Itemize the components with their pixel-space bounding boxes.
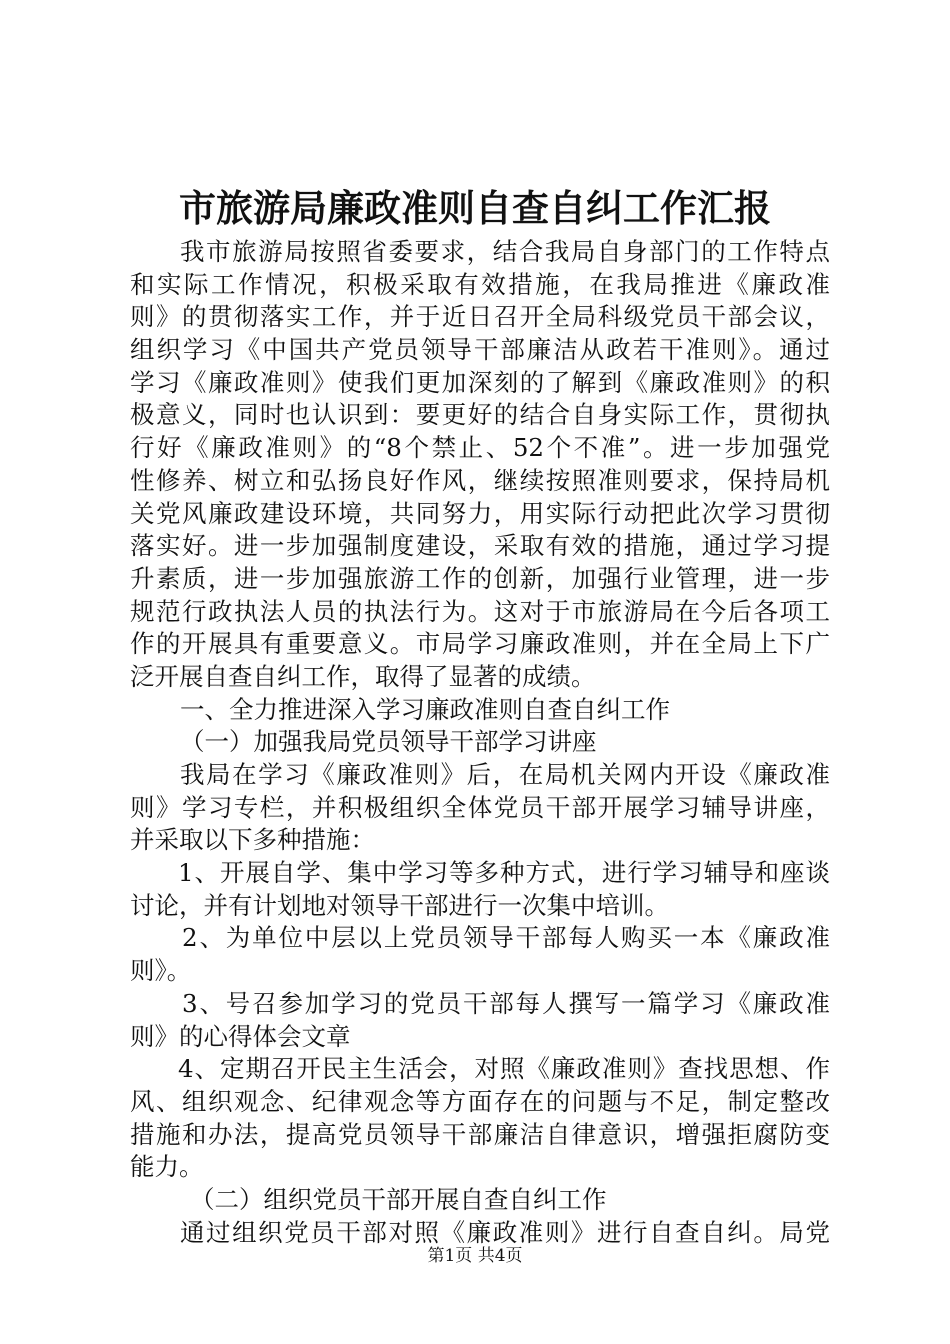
list-item-line: 讨论，并有计划地对领导干部进行一次集中培训。 [130,890,669,920]
list-item-line: 2、为单位中层以上党员领导干部每人购买一本《廉政准 [182,923,830,953]
paragraph-line: 和实际工作情况，积极采取有效措施，在我局推进《廉政准 [130,269,830,299]
paragraph-line: 行好《廉政准则》的“8个禁止、52个不准”。进一步加强党 [130,433,830,463]
list-item-line: 4、定期召开民主生活会，对照《廉政准则》查找思想、作 [178,1054,830,1084]
paragraph-line: 并采取以下多种措施： [130,825,375,855]
paragraph-line: 升素质，进一步加强旅游工作的创新，加强行业管理，进一步 [130,563,830,593]
paragraph-line: 作的开展具有重要意义。市局学习廉政准则，并在全局上下广 [130,629,830,659]
document-title: 市旅游局廉政准则自查自纠工作汇报 [179,186,771,230]
paragraph-line: 我市旅游局按照省委要求，结合我局自身部门的工作特点 [180,237,830,266]
paragraph-line: 落实好。进一步加强制度建设，采取有效的措施，通过学习提 [130,531,830,561]
list-item-line: 3、号召参加学习的党员干部每人撰写一篇学习《廉政准 [182,988,830,1018]
paragraph-line: 组织学习《中国共产党员领导干部廉洁从政若干准则》。通过 [130,335,830,365]
list-item-line: 措施和办法，提高党员领导干部廉洁自律意识，增强拒腐防变 [130,1119,830,1149]
subsection-heading: （一）加强我局党员领导干部学习讲座 [180,727,597,757]
page-footer: 第1页 共4页 [427,1246,523,1266]
section-heading: 一、全力推进深入学习廉政准则自查自纠工作 [180,694,670,724]
list-item-line: 则》的心得体会文章 [130,1021,351,1051]
list-item-line: 风、组织观念、纪律观念等方面存在的问题与不足，制定整改 [130,1086,830,1116]
paragraph-line: 极意义，同时也认识到：要更好的结合自身实际工作，贯彻执 [130,400,830,430]
document-body [130,236,830,1249]
paragraph-line: 学习《廉政准则》使我们更加深刻的了解到《廉政准则》的积 [130,367,830,397]
list-item-line: 能力。 [130,1152,204,1182]
paragraph-line: 我局在学习《廉政准则》后，在局机关网内开设《廉政准 [180,760,830,789]
paragraph-line: 泛开展自查自纠工作，取得了显著的成绩。 [130,661,596,691]
paragraph-line: 性修养、树立和弘扬良好作风，继续按照准则要求，保持局机 [130,465,830,495]
paragraph-line: 关党风廉政建设环境，共同努力，用实际行动把此次学习贯彻 [130,498,830,528]
paragraph-line: 规范行政执法人员的执法行为。这对于市旅游局在今后各项工 [130,596,830,626]
subsection-heading: （二）组织党员干部开展自查自纠工作 [190,1184,607,1214]
paragraph-line: 则》学习专栏，并积极组织全体党员干部开展学习辅导讲座， [130,792,830,822]
paragraph-line: 则》的贯彻落实工作，并于近日召开全局科级党员干部会议， [130,302,830,332]
paragraph-line: 通过组织党员干部对照《廉政准则》进行自查自纠。局党 [180,1217,830,1247]
list-item-line: 则》。 [130,956,192,986]
list-item-line: 1、开展自学、集中学习等多种方式，进行学习辅导和座谈 [178,858,830,888]
